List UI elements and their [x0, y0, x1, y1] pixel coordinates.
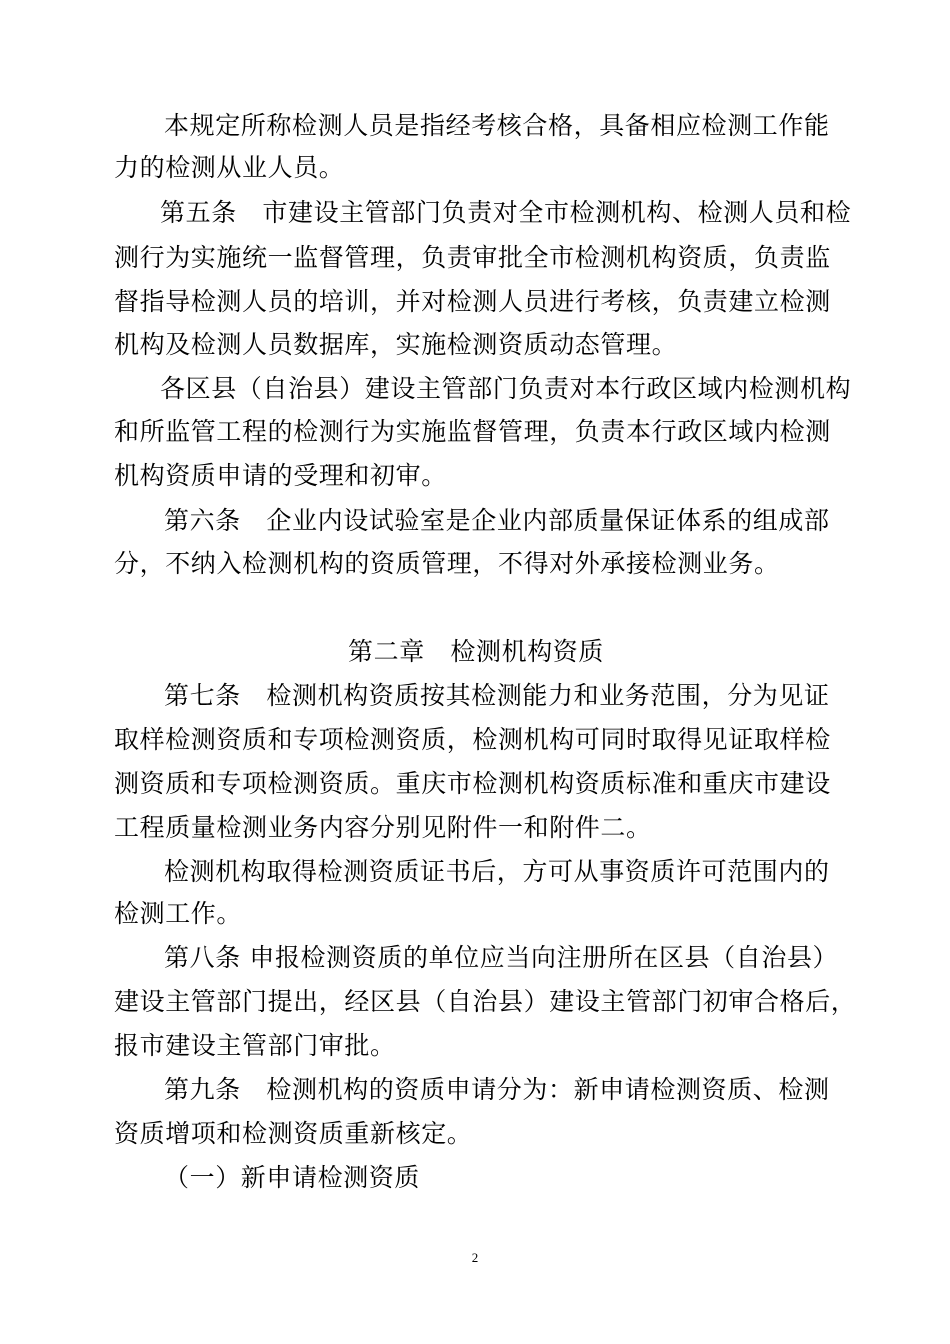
article-8-line: 第八条 申报检测资质的单位应当向注册所在区县（自治县） [164, 943, 839, 972]
text-line: 资质增项和检测资质重新核定。 [114, 1119, 473, 1148]
page-number: 2 [471, 1250, 479, 1265]
article-9-line: 第九条 检测机构的资质申请分为：新申请检测资质、检测 [164, 1075, 830, 1104]
article-5-line: 第五条 市建设主管部门负责对全市检测机构、检测人员和检 [160, 198, 852, 227]
text-line: 工程质量检测业务内容分别见附件一和附件二。 [114, 813, 652, 842]
text-line: 检测工作。 [114, 899, 243, 928]
text-line: 机构资质申请的受理和初审。 [114, 461, 447, 490]
text-line: 测资质和专项检测资质。重庆市检测机构资质标准和重庆市建设 [114, 769, 831, 798]
article-6-line: 第六条 企业内设试验室是企业内部质量保证体系的组成部 [164, 506, 830, 535]
text-line: 取样检测资质和专项检测资质，检测机构可同时取得见证取样检 [114, 725, 831, 754]
text-line: 检测机构取得检测资质证书后，方可从事资质许可范围内的 [164, 857, 830, 886]
text-line: 本规定所称检测人员是指经考核合格，具备相应检测工作能 [164, 111, 830, 140]
subsection-heading: （一）新申请检测资质 [164, 1163, 421, 1192]
text-line: 建设主管部门提出，经区县（自治县）建设主管部门初审合格后， [114, 987, 857, 1016]
article-7-line: 第七条 检测机构资质按其检测能力和业务范围，分为见证 [164, 681, 830, 710]
text-line: 各区县（自治县）建设主管部门负责对本行政区域内检测机构 [160, 374, 852, 403]
text-line: 力的检测从业人员。 [114, 153, 345, 182]
text-line: 机构及检测人员数据库，实施检测资质动态管理。 [114, 330, 678, 359]
text-line: 报市建设主管部门审批。 [114, 1031, 396, 1060]
text-line: 督指导检测人员的培训，并对检测人员进行考核，负责建立检测 [114, 287, 831, 316]
text-line: 分，不纳入检测机构的资质管理，不得对外承接检测业务。 [114, 549, 780, 578]
chapter-heading: 第二章 检测机构资质 [348, 637, 605, 666]
text-line: 测行为实施统一监督管理，负责审批全市检测机构资质，负责监 [114, 243, 831, 272]
text-line: 和所监管工程的检测行为实施监督管理，负责本行政区域内检测 [114, 417, 831, 446]
